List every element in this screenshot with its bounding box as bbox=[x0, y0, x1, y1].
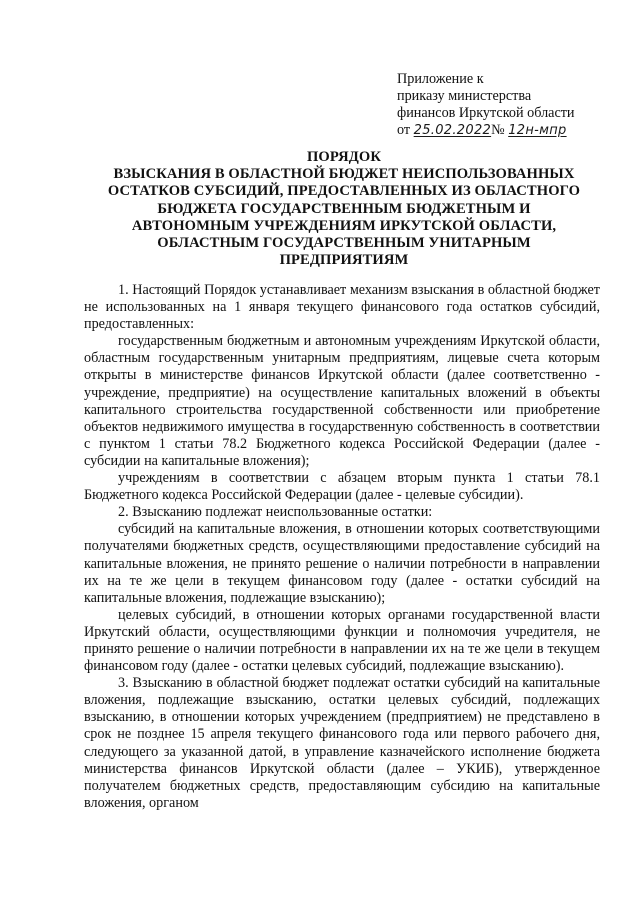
title-line-2: ВЗЫСКАНИЯ В ОБЛАСТНОЙ БЮДЖЕТ НЕИСПОЛЬЗОВАННЫХ bbox=[113, 166, 575, 183]
title-line-7: ПРЕДПРИЯТИЯМ bbox=[279, 252, 409, 269]
number-sign: № bbox=[491, 122, 505, 138]
title-line-4: БЮДЖЕТА ГОСУДАРСТВЕННЫМ БЮДЖЕТНЫМ И bbox=[157, 200, 531, 217]
handwritten-number: 12н-мпр bbox=[508, 123, 567, 138]
title-line-1: ПОРЯДОК bbox=[306, 149, 382, 165]
appendix-header bbox=[397, 71, 612, 139]
appendix-date-line bbox=[397, 122, 612, 139]
paragraph-2: государственным бюджетным и автономным учреждениям Иркутской области, областным государственным унитарным предприятиям, лицевые счета которым открыты в министерстве финансов Иркутской области (далее соответственно - учреждение, предприятие) на осуществление капитальных вложений в объекты капитального строительства государственной собственности или приобретение объектов недвижимого имущества в государственную собственность в соответствии с пунктом 1 статьи 78.2 Бюджетного кодекса Российской Федерации (далее - субсидии на капитальные вложения); bbox=[84, 333, 600, 469]
document-body bbox=[84, 282, 600, 812]
document-title bbox=[84, 149, 604, 269]
paragraph-3: учреждениям в соответствии с абзацем вторым пункта 1 статьи 78.1 Бюджетного кодекса Российской Федерации (далее - целевые субсидии). bbox=[84, 470, 600, 504]
appendix-line-2: приказу министерства bbox=[397, 88, 532, 104]
date-prefix: от bbox=[397, 122, 411, 138]
paragraph-6: целевых субсидий, в отношении которых органами государственной власти Иркутский области, осуществляющими функции и полномочия учредителя, не принято решение о наличии потребности в направлении их на те же цели в текущем финансовом году (далее - остатки целевых субсидий, подлежащие взысканию). bbox=[84, 606, 600, 675]
paragraph-5: субсидий на капитальные вложения, в отношении которых соответствующими получателями бюджетных средств, осуществляющими предоставление субсидий на капитальные вложения, не принято решение о наличии потребности в направлении их на те же цели в текущем финансовом году (далее - остатки субсидий на капитальные вложения, подлежащие взысканию); bbox=[84, 521, 600, 606]
title-line-6: ОБЛАСТНЫМ ГОСУДАРСТВЕННЫМ УНИТАРНЫМ bbox=[157, 235, 531, 252]
paragraph-1: 1. Настоящий Порядок устанавливает механизм взыскания в областной бюджет не использованных на 1 января текущего финансового года остатков субсидий, предоставленных: bbox=[84, 282, 600, 333]
appendix-line-3: финансов Иркутской области bbox=[397, 105, 575, 121]
paragraph-4: 2. Взысканию подлежат неиспользованные остатки: bbox=[118, 504, 433, 521]
title-line-3: ОСТАТКОВ СУБСИДИЙ, ПРЕДОСТАВЛЕННЫХ ИЗ ОБЛАСТНОГО bbox=[107, 183, 581, 200]
title-line-5: АВТОНОМНЫМ УЧРЕЖДЕНИЯМ ИРКУТСКОЙ ОБЛАСТИ, bbox=[131, 217, 557, 234]
paragraph-7: 3. Взысканию в областной бюджет подлежат остатки субсидий на капитальные вложения, подлежащие взысканию, остатки целевых субсидий, подлежащих взысканию, в отношении которых учреждением (предприятием) не представлено в срок не позднее 15 апреля текущего финансового года или первого рабочего дня, следующего за указанной датой, в управление казначейского исполнение бюджета министерства финансов Иркутской области (далее – УКИБ), утвержденное получателем бюджетных средств, предоставляющим субсидию на капитальные вложения, органом bbox=[84, 675, 600, 811]
appendix-line-1: Приложение к bbox=[397, 71, 484, 87]
handwritten-date: 25.02.2022 bbox=[413, 123, 492, 138]
